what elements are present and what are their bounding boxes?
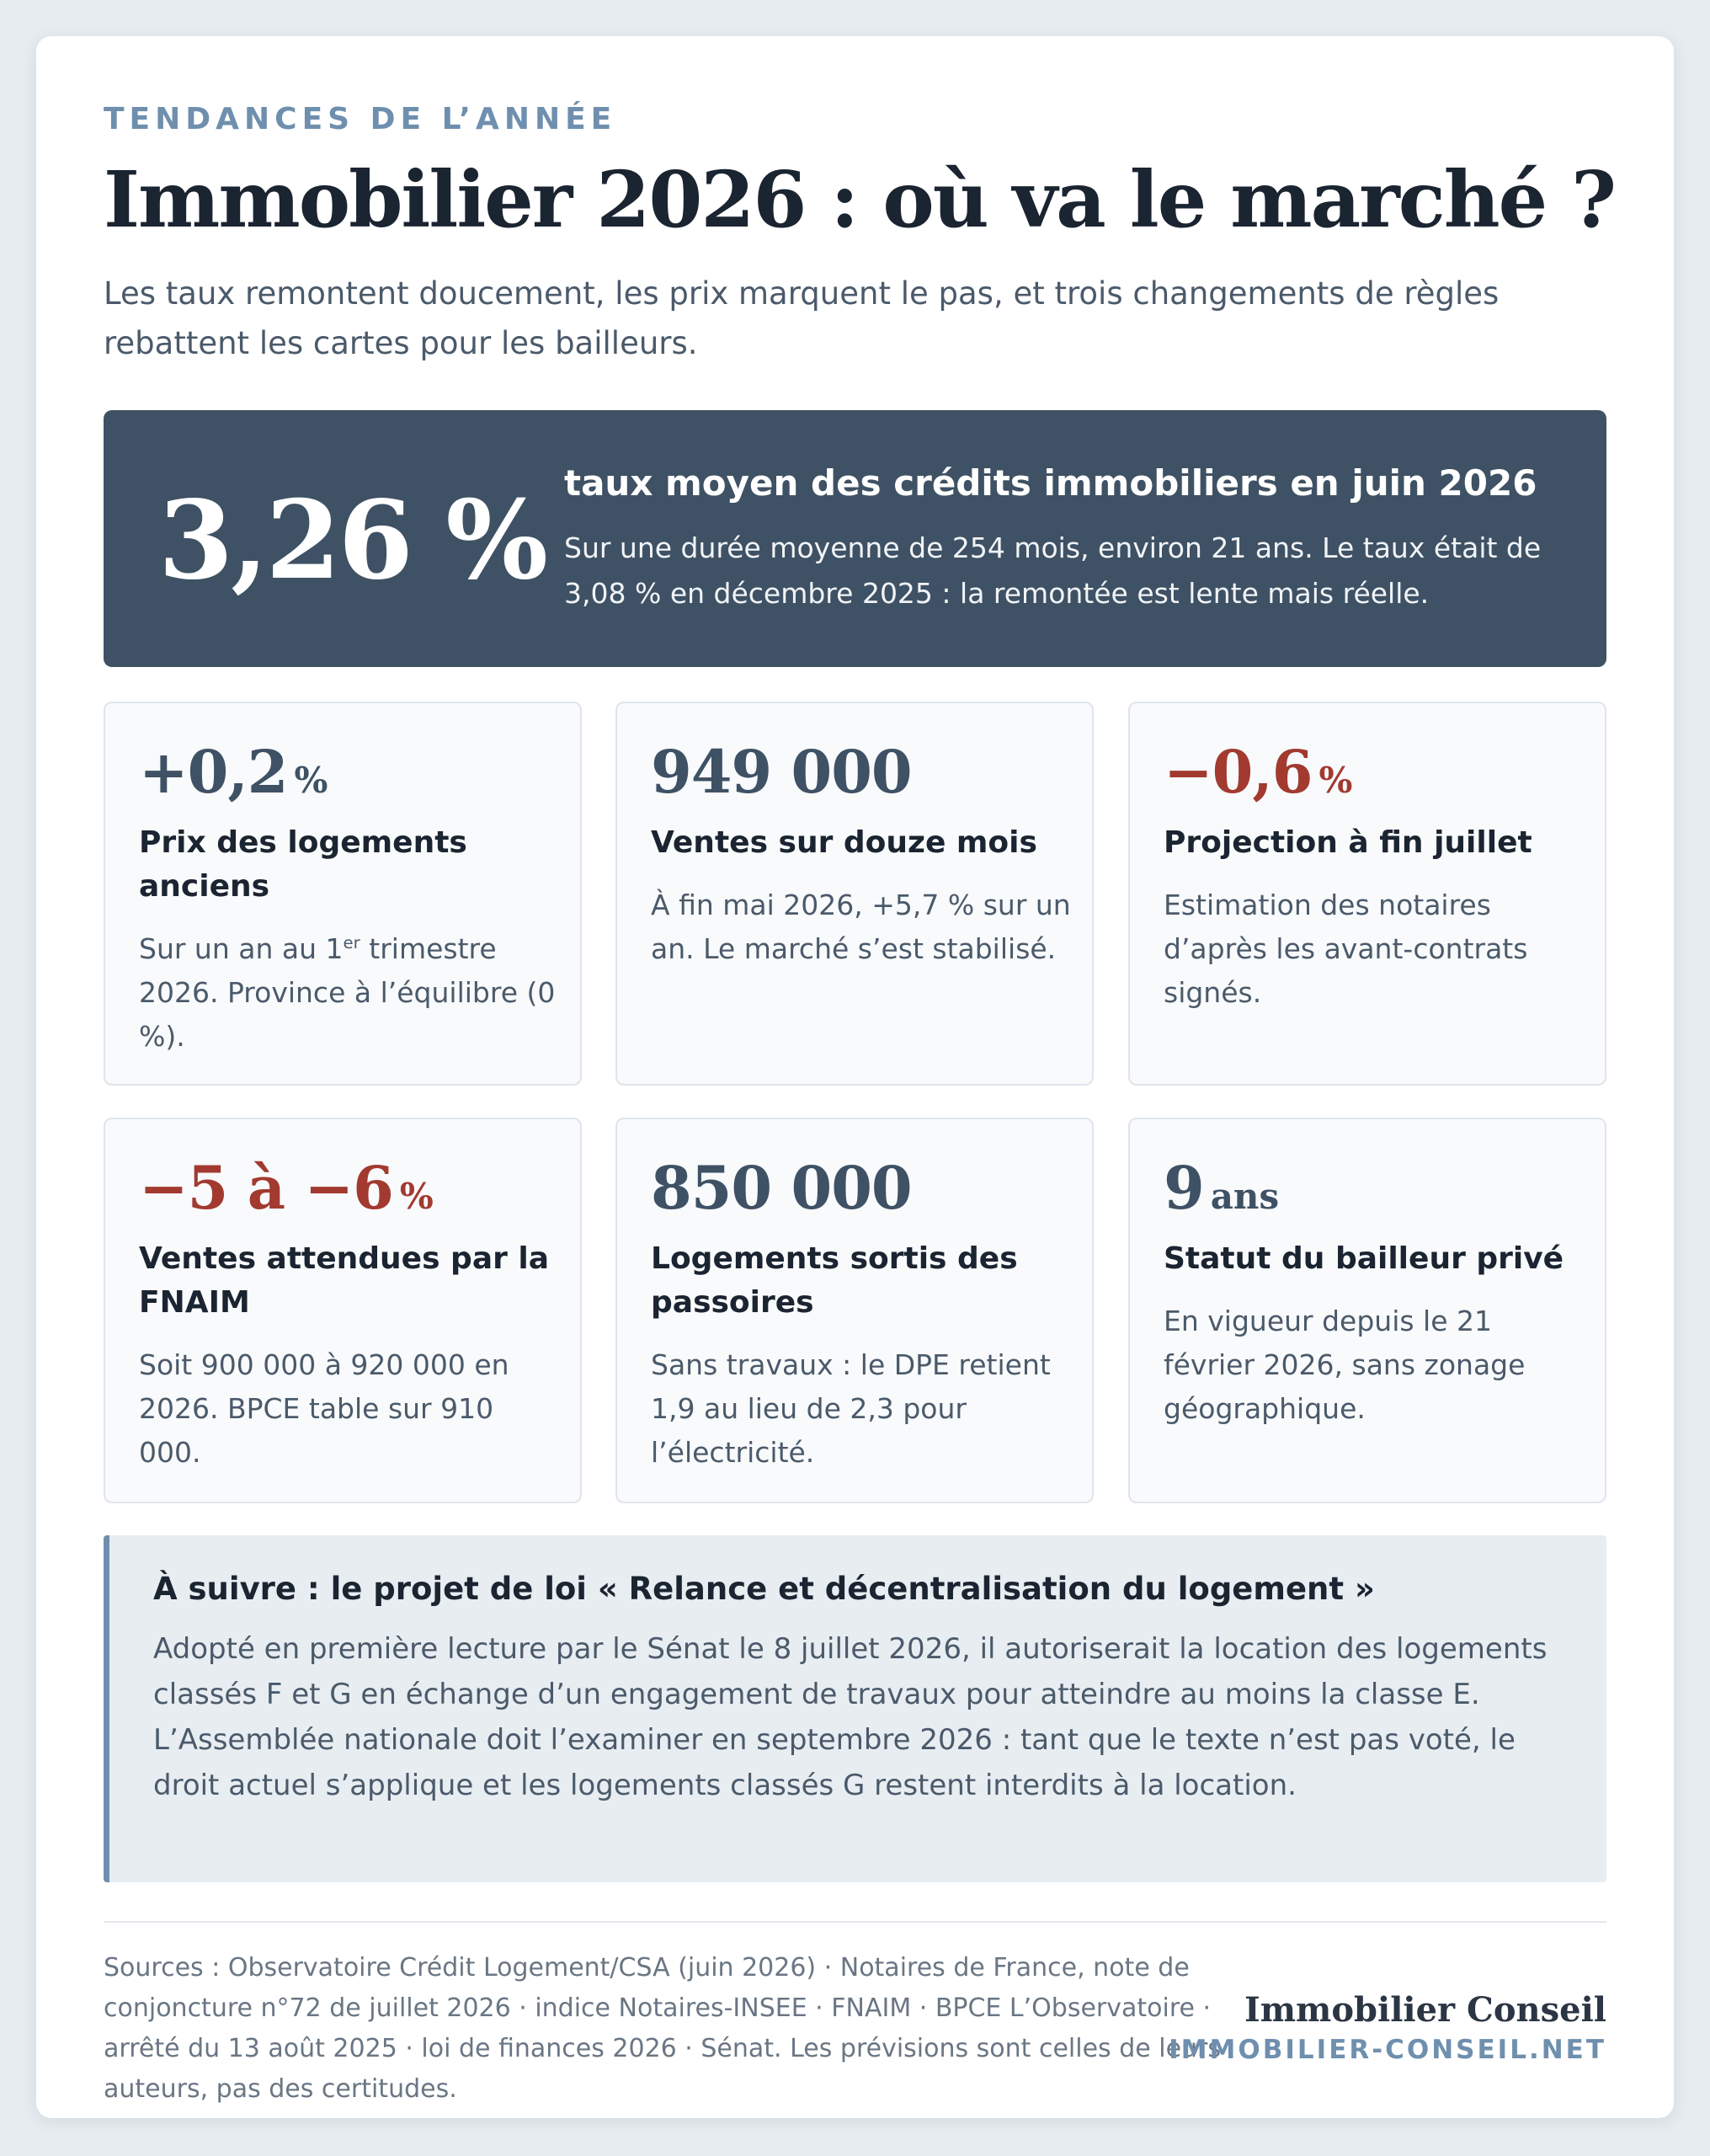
ordinal-superscript: er	[343, 933, 360, 953]
stat-label: Prix des logements anciens	[139, 825, 467, 904]
stat-number: 9	[1164, 1153, 1204, 1223]
stat-value	[139, 737, 328, 807]
hero-banner	[104, 410, 1606, 667]
stat-number: +0,2	[139, 737, 288, 807]
stat-unit: %	[1318, 760, 1353, 801]
stat-value	[139, 1153, 434, 1223]
sources-text: Sources : Observatoire Crédit Logement/CSA (juin 2026) · Notaires de France, note de conjoncture n°72 de juillet 2026 · indice Notaires-INSEE · FNAIM · BPCE L’Observatoire · arrêté du 13 août 2025 · loi de finances 2026 · Sénat. Les prévisions sont celles de leurs auteurs, pas des certitudes.	[104, 1953, 1222, 2104]
stat-description-part: Sur un an au 1	[139, 932, 344, 965]
stat-number: 949 000	[651, 737, 912, 807]
kicker: TENDANCES DE L’ANNÉE	[104, 102, 617, 136]
stat-card-projection-juillet	[1128, 702, 1606, 1086]
stat-label: Logements sortis des passoires	[651, 1241, 1018, 1320]
stat-description-part: trimestre 2026. Province à l’équilibre (0 %).	[139, 932, 556, 1053]
brand-block	[1169, 1990, 1606, 2065]
stat-label: Statut du bailleur privé	[1164, 1241, 1564, 1276]
stat-card-prix-anciens	[104, 702, 582, 1086]
stat-value	[651, 737, 912, 807]
stat-label: Ventes sur douze mois	[651, 825, 1037, 860]
stat-unit: ans	[1210, 1176, 1280, 1217]
stat-number: 850 000	[651, 1153, 912, 1223]
stat-card-passoires	[615, 1118, 1094, 1503]
stat-description	[139, 927, 560, 1059]
stat-value	[1164, 1153, 1279, 1223]
callout-text: Adopté en première lecture par le Sénat le 8 juillet 2026, il autoriserait la location des logements classés F et G en échange d’un engagement de travaux pour atteindre au moins la classe E. L’Assemblée nationale doit l’examiner en septembre 2026 : tant que le texte n’est pas voté, le droit actuel s’applique et les logements classés G restent interdits à la location.	[153, 1632, 1548, 1802]
brand-url-link[interactable]: IMMOBILIER-CONSEIL.NET	[1169, 2035, 1606, 2065]
stat-description: Sans travaux : le DPE retient 1,9 au lieu de 2,3 pour l’électricité.	[651, 1348, 1051, 1469]
hero-heading: taux moyen des crédits immobiliers en juin 2026	[564, 462, 1537, 504]
brand-name: Immobilier Conseil	[1244, 1990, 1606, 2030]
callout-box	[104, 1535, 1606, 1882]
stat-description: À fin mai 2026, +5,7 % sur un an. Le marché s’est stabilisé.	[651, 889, 1071, 965]
stat-label: Ventes attendues par la FNAIM	[139, 1241, 550, 1320]
stat-unit: %	[399, 1176, 434, 1217]
subtitle: Les taux remontent doucement, les prix marquent le pas, et trois changements de règles rebattent les cartes pour les bailleurs.	[104, 275, 1500, 361]
page-title: Immobilier 2026 : où va le marché ?	[104, 154, 1616, 245]
hero-description: Sur une durée moyenne de 254 mois, environ 21 ans. Le taux était de 3,08 % en décembre 2025 : la remontée est lente mais réelle.	[564, 531, 1542, 610]
stat-number: −0,6	[1164, 737, 1313, 807]
stat-unit: %	[294, 760, 328, 801]
stat-value	[651, 1153, 912, 1223]
stat-description: Soit 900 000 à 920 000 en 2026. BPCE table sur 910 000.	[139, 1348, 509, 1469]
stat-card-ventes-douze-mois	[615, 702, 1094, 1086]
callout-title: À suivre : le projet de loi « Relance et décentralisation du logement »	[153, 1571, 1375, 1607]
stat-description: Estimation des notaires d’après les avant-contrats signés.	[1164, 889, 1528, 1009]
stat-card-bailleur-prive	[1128, 1118, 1606, 1503]
footer-divider	[104, 1921, 1606, 1923]
stat-card-ventes-fnaim	[104, 1118, 582, 1503]
stat-number: −5 à −6	[139, 1153, 393, 1223]
stat-description: En vigueur depuis le 21 février 2026, sans zonage géographique.	[1164, 1305, 1526, 1425]
stat-label: Projection à fin juillet	[1164, 825, 1532, 860]
hero-rate-value: 3,26 %	[158, 478, 546, 604]
stat-value	[1164, 737, 1352, 807]
infographic-card	[36, 36, 1674, 2118]
